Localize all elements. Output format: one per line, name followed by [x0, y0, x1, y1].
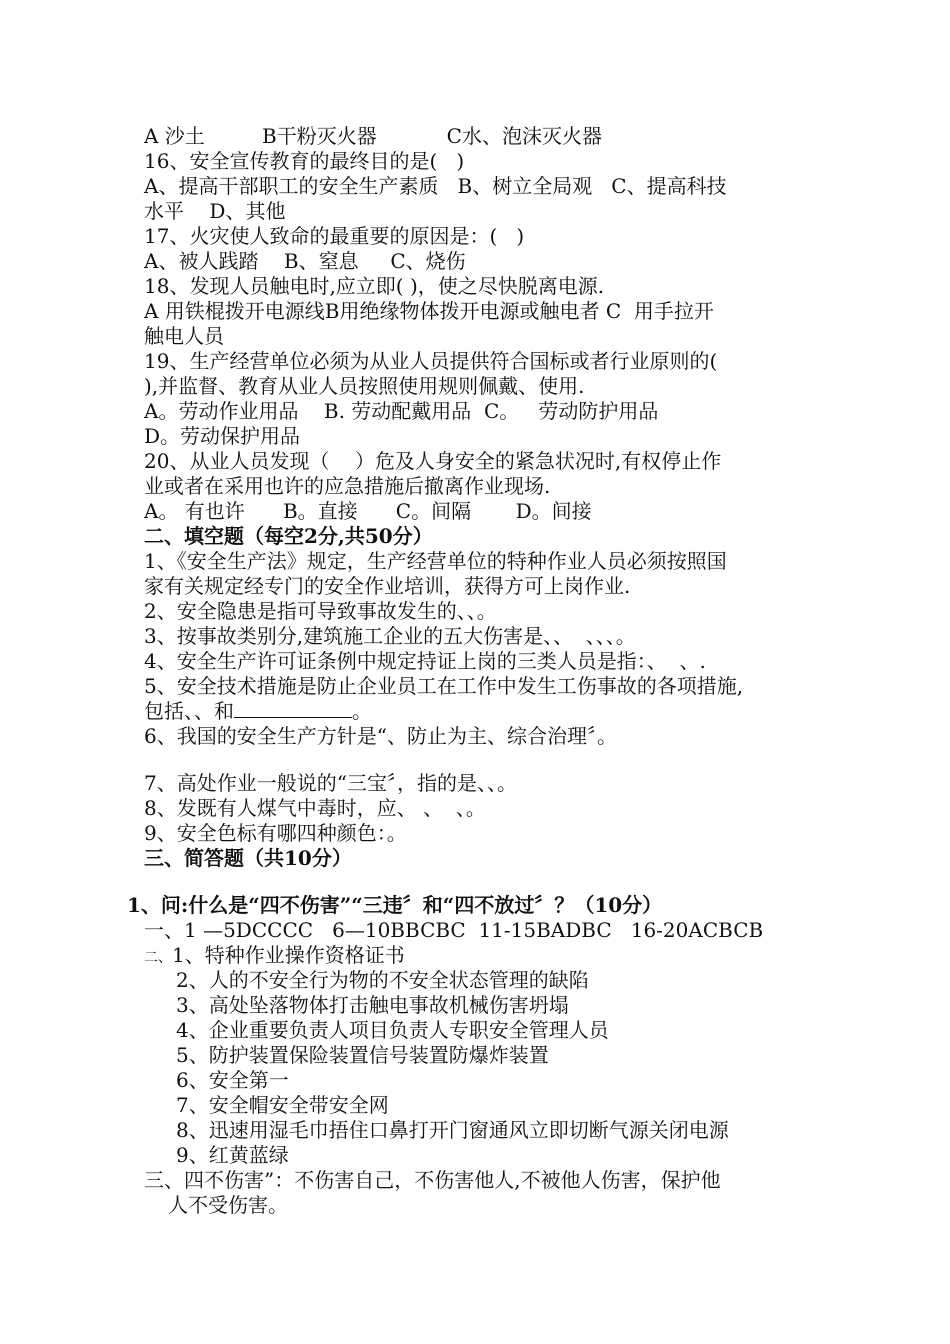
options-q18: A 用铁棍拨开电源线B用绝缘物体拨开电源或触电者 C 用手拉开 — [144, 299, 714, 323]
question-20-cont: 业或者在采用也许的应急措施后撤离作业现场. — [144, 474, 551, 498]
options-q19: A。劳动作业用品 B. 劳动配戴用品 C。 劳动防护用品 — [144, 399, 659, 423]
fill-question-5-cont — [144, 699, 372, 724]
answer-key-fill-6: 6、安全第一 — [176, 1068, 289, 1092]
options-q20: A。 有也许 B。直接 C。间隔 D。间接 — [144, 499, 592, 523]
fill-question-3: 3、按事故类别分,建筑施工企业的五大伤害是、、 、、、。 — [144, 624, 636, 648]
short-answer-question-1: 1、问:什么是“四不伤害”“三违〞和“四不放过〞？（10分） — [127, 893, 663, 917]
answer-key-fill-3: 3、高处坠落物体打击触电事故机械伤害坍塌 — [176, 993, 569, 1017]
fill-question-9: 9、安全色标有哪四种颜色：。 — [144, 821, 407, 845]
options-q18-cont: 触电人员 — [144, 324, 224, 348]
question-18: 18、发现人员触电时,应立即( )，使之尽快脱离电源. — [144, 274, 605, 298]
options-q19-cont: D。劳动保护用品 — [144, 424, 301, 448]
question-17: 17、火灾使人致命的最重要的原因是：( ) — [144, 224, 525, 248]
section-heading-fill-in: 二、填空题（每空2分,共50分） — [144, 524, 433, 548]
fill-question-5-end: 。 — [352, 699, 372, 723]
question-16: 16、安全宣传教育的最终目的是( ) — [144, 149, 465, 173]
answer-key-fill-8: 8、迅速用湿毛巾捂住口鼻打开门窗通风立即切断气源关闭电源 — [176, 1118, 729, 1142]
answer-blank — [234, 699, 352, 718]
fill-question-4: 4、安全生产许可证条例中规定持证上岗的三类人员是指：、 、. — [144, 649, 706, 673]
answer-key-short-answer-cont: 人不受伤害。 — [168, 1193, 288, 1217]
question-19: 19、生产经营单位必须为从业人员提供符合国标或者行业原则的( — [144, 349, 718, 373]
fill-question-2: 2、安全隐患是指可导致事故发生的、、。 — [144, 599, 497, 623]
answer-key-short-answer: 三、四不伤害”：不伤害自己，不伤害他人,不被他人伤害，保护他 — [144, 1168, 721, 1192]
options-q16-cont: 水平 D、其他 — [144, 199, 286, 223]
fill-question-6: 6、我国的安全生产方针是“、防止为主、综合治理〞。 — [144, 724, 617, 748]
fill-question-1-cont: 家有关规定经专门的安全作业培训，获得方可上岗作业. — [144, 574, 631, 598]
section-heading-short-answer: 三、简答题（共10分） — [144, 846, 352, 870]
answer-key-choice: 一、1 —5DCCCC 6—10BBCBC 11-15BADBC 16-20ACBCB — [144, 918, 764, 942]
fill-question-5-text: 包括、、和 — [144, 699, 234, 723]
answer-key-fill-7: 7、安全帽安全带安全网 — [176, 1093, 389, 1117]
question-20: 20、从业人员发现（ ）危及人身安全的紧急状况时,有权停止作 — [144, 449, 722, 473]
answer-key-fill-2: 2、人的不安全行为物的不安全状态管理的缺陷 — [176, 968, 589, 992]
answer-key-fill-1 — [144, 943, 405, 971]
options-q16: A、提高干部职工的安全生产素质 B、树立全局观 C、提高科技 — [144, 174, 727, 198]
fill-question-1: 1、《安全生产法》规定，生产经营单位的特种作业人员必须按照国 — [144, 549, 727, 573]
question-19-cont: ),并监督、教育从业人员按照使用规则佩戴、使用. — [144, 374, 585, 398]
options-q17: A、被人践踏 B、窒息 C、烧伤 — [144, 249, 466, 273]
answer-key-section-marker: 二、 — [144, 950, 172, 966]
option-line-q15: A 沙土 B干粉灭火器 C水、泡沫灭火器 — [144, 124, 602, 148]
answer-key-fill-4: 4、企业重要负责人项目负责人专职安全管理人员 — [176, 1018, 609, 1042]
fill-question-8: 8、发既有人煤气中毒时，应、 、 、。 — [144, 796, 486, 820]
fill-question-5: 5、安全技术措施是防止企业员工在工作中发生工伤事故的各项措施, — [144, 674, 744, 698]
answer-key-fill-9: 9、红黄蓝绿 — [176, 1143, 289, 1167]
answer-key-fill-1-text: 1、特种作业操作资格证书 — [172, 943, 405, 967]
answer-key-fill-5: 5、防护装置保险装置信号装置防爆炸装置 — [176, 1043, 549, 1067]
fill-question-7: 7、高处作业一般说的“三宝〞，指的是、、。 — [144, 771, 517, 795]
